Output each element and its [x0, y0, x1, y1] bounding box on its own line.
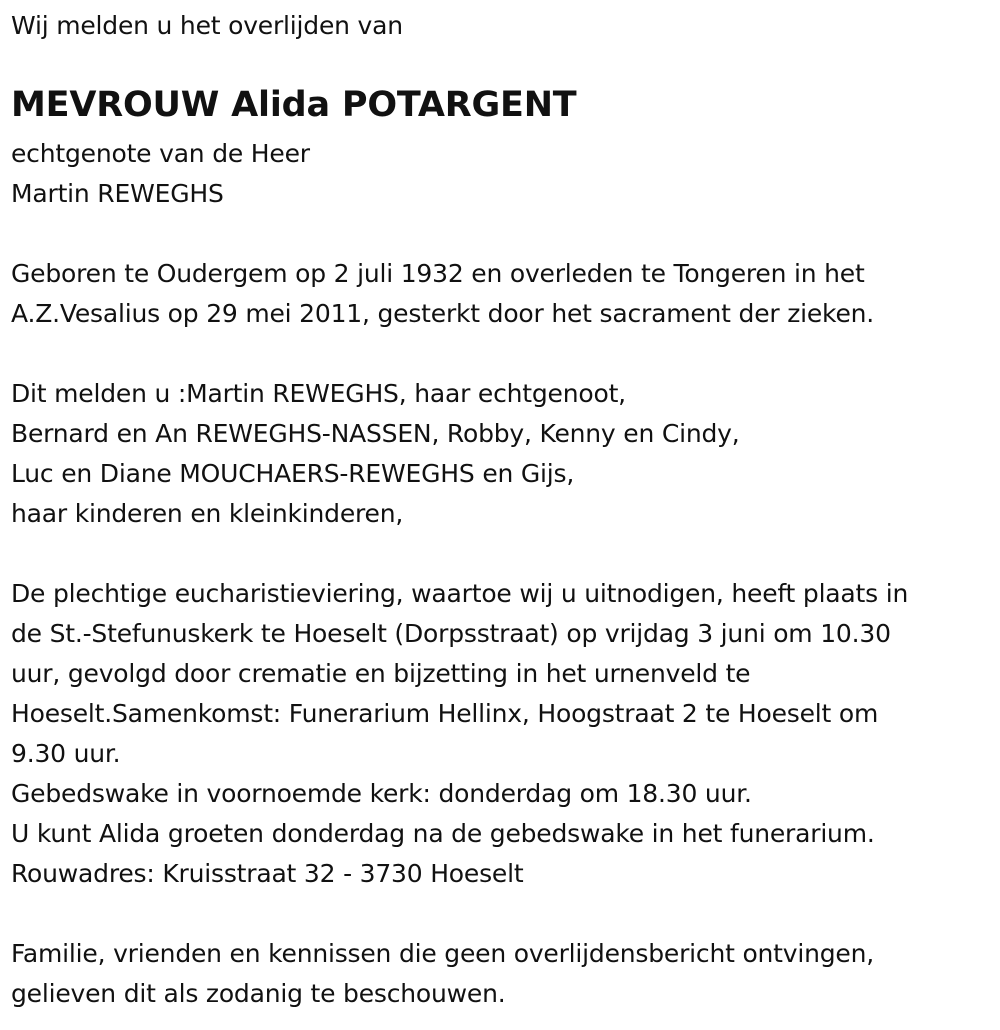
closing-line: gelieven dit als zodanig te beschouwen.: [11, 979, 506, 1008]
ceremony-line: Gebedswake in voornoemde kerk: donderdag om 18.30 uur.: [11, 779, 752, 808]
ceremony-line: 9.30 uur.: [11, 739, 121, 768]
spouse-line: echtgenote van de Heer: [11, 139, 310, 168]
closing-section: [11, 934, 874, 1014]
ceremony-line: de St.-Stefunuskerk te Hoeselt (Dorpsstraat) op vrijdag 3 juni om 10.30: [11, 619, 891, 648]
family-line: haar kinderen en kleinkinderen,: [11, 499, 404, 528]
birth-death-line: A.Z.Vesalius op 29 mei 2011, gesterkt door het sacrament der zieken.: [11, 299, 875, 328]
family-line: Dit melden u :Martin REWEGHS, haar echtgenoot,: [11, 379, 626, 408]
ceremony-line: Hoeselt.Samenkomst: Funerarium Hellinx, Hoogstraat 2 te Hoeselt om: [11, 699, 879, 728]
birth-death-line: Geboren te Oudergem op 2 juli 1932 en overleden te Tongeren in het: [11, 259, 865, 288]
spouse-line: Martin REWEGHS: [11, 179, 224, 208]
deceased-name: MEVROUW Alida POTARGENT: [11, 85, 577, 125]
spouse-section: [11, 134, 310, 214]
closing-line: Familie, vrienden en kennissen die geen overlijdensbericht ontvingen,: [11, 939, 875, 968]
intro-text: Wij melden u het overlijden van: [11, 11, 403, 40]
ceremony-line: U kunt Alida groeten donderdag na de gebedswake in het funerarium.: [11, 819, 875, 848]
ceremony-line: uur, gevolgd door crematie en bijzetting in het urnenveld te: [11, 659, 751, 688]
family-line: Luc en Diane MOUCHAERS-REWEGHS en Gijs,: [11, 459, 575, 488]
family-section: [11, 374, 740, 534]
ceremony-section: [11, 574, 908, 894]
ceremony-line: De plechtige eucharistieviering, waartoe wij u uitnodigen, heeft plaats in: [11, 579, 909, 608]
family-line: Bernard en An REWEGHS-NASSEN, Robby, Kenny en Cindy,: [11, 419, 740, 448]
birth-death-section: [11, 254, 874, 334]
ceremony-line: Rouwadres: Kruisstraat 32 - 3730 Hoeselt: [11, 859, 524, 888]
